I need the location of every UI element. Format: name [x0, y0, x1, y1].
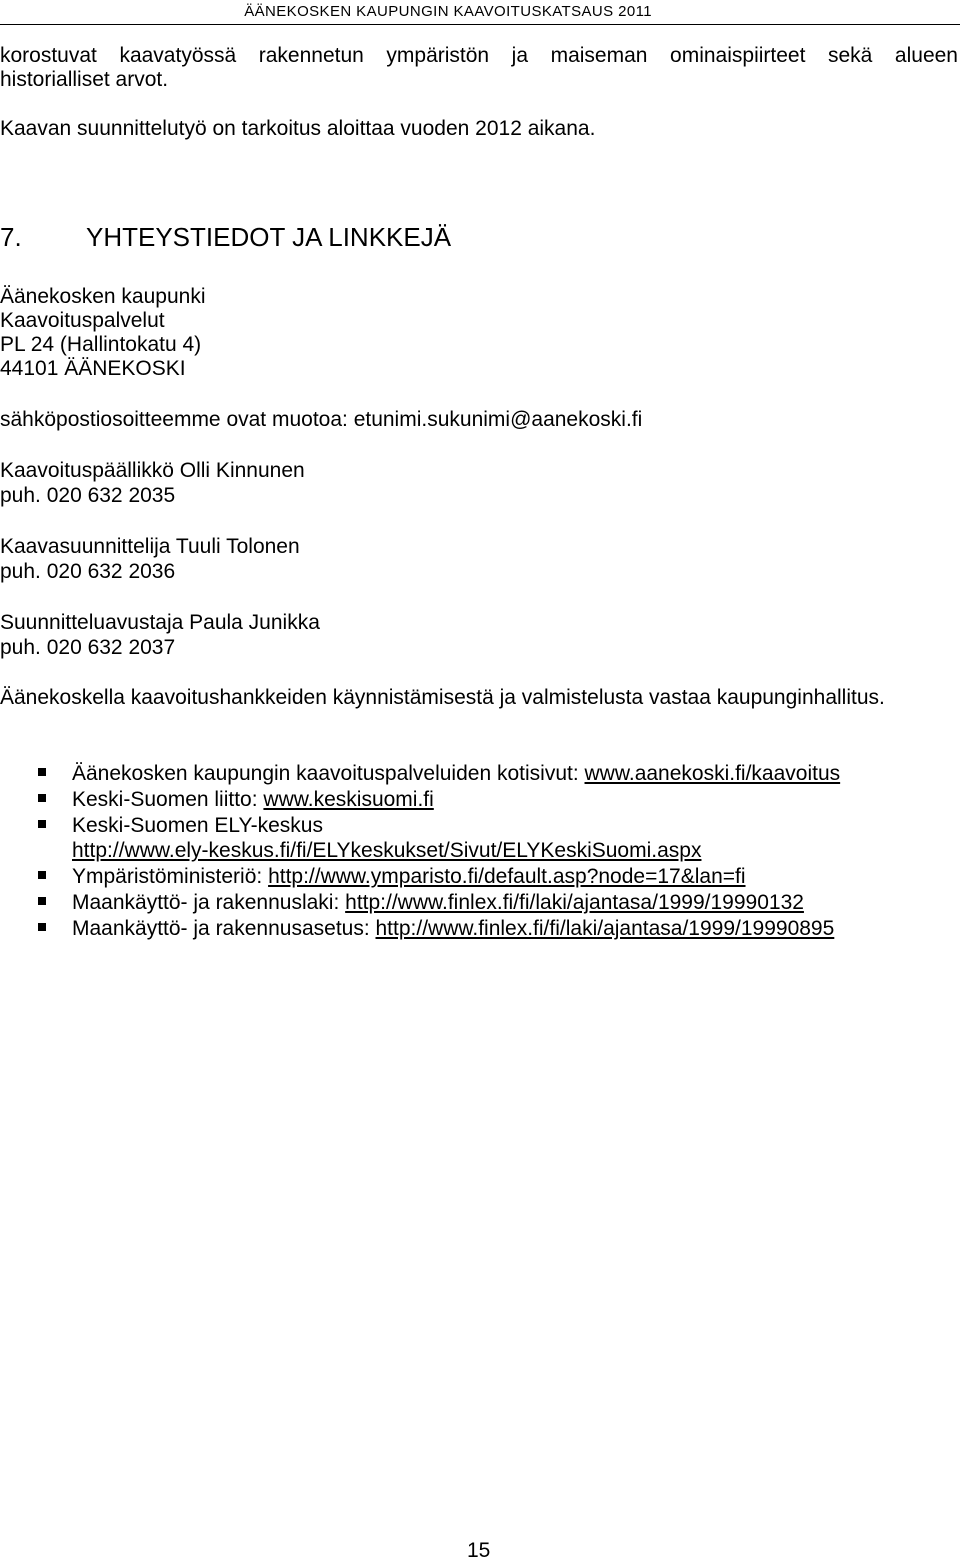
page-number: 15 — [467, 1539, 491, 1562]
section-number: 7. — [0, 222, 22, 252]
intro-line-2: historialliset arvot. — [0, 68, 169, 91]
contact-name: Kaavoituspäällikkö Olli Kinnunen — [0, 459, 305, 482]
address-postal: 44101 ÄÄNEKOSKI — [0, 357, 186, 380]
link-ymparisto[interactable]: http://www.ymparisto.fi/default.asp?node=17&lan=fi — [268, 865, 746, 889]
link-label: Maankäyttö- ja rakennusasetus: — [72, 916, 376, 940]
list-item — [0, 761, 840, 787]
list-item — [0, 864, 840, 890]
plan-start-text: Kaavan suunnittelutyö on tarkoitus aloittaa vuoden 2012 aikana. — [0, 117, 596, 140]
address-po-box: PL 24 (Hallintokatu 4) — [0, 333, 202, 356]
section-heading — [0, 222, 451, 252]
intro-line-1: korostuvat kaavatyössä rakennetun ympäristön ja maiseman ominaispiirteet sekä alueen — [0, 44, 958, 67]
list-item — [0, 813, 840, 865]
link-aanekoski-kaavoitus[interactable]: www.aanekoski.fi/kaavoitus — [584, 762, 841, 785]
list-item — [0, 890, 840, 916]
square-bullet-icon — [38, 794, 46, 802]
link-finlex-asetus[interactable]: http://www.finlex.fi/fi/laki/ajantasa/1999/19990895 — [375, 916, 835, 940]
contact-phone: puh. 020 632 2035 — [0, 484, 176, 507]
square-bullet-icon — [38, 871, 46, 879]
square-bullet-icon — [38, 897, 46, 905]
link-label: Keski-Suomen liitto: — [72, 787, 264, 811]
list-item — [0, 916, 840, 942]
address-unit: Kaavoituspalvelut — [0, 309, 165, 332]
header-rule — [0, 24, 960, 25]
responsibility-text: Äänekoskella kaavoitushankkeiden käynnistämisestä ja valmistelusta vastaa kaupunginhallitus. — [0, 686, 885, 709]
contact-name: Suunnitteluavustaja Paula Junikka — [0, 611, 320, 634]
link-label: Äänekosken kaupungin kaavoituspalveluiden kotisivut: — [72, 762, 585, 785]
contact-phone: puh. 020 632 2037 — [0, 636, 176, 659]
links-list — [0, 761, 840, 942]
section-title: YHTEYSTIEDOT JA LINKKEJÄ — [86, 222, 452, 252]
email-note: sähköpostiosoitteemme ovat muotoa: etunimi.sukunimi@aanekoski.fi — [0, 408, 643, 431]
running-header: ÄÄNEKOSKEN KAUPUNGIN KAAVOITUSKATSAUS 2011 — [244, 3, 652, 20]
link-ely-keskus[interactable]: http://www.ely-keskus.fi/fi/ELYkeskukset/Sivut/ELYKeskiSuomi.aspx — [72, 839, 702, 863]
contact-phone: puh. 020 632 2036 — [0, 560, 176, 583]
link-label: Ympäristöministeriö: — [72, 865, 269, 889]
square-bullet-icon — [38, 923, 46, 931]
link-finlex-laki[interactable]: http://www.finlex.fi/fi/laki/ajantasa/1999/19990132 — [345, 890, 804, 914]
link-label: Keski-Suomen ELY-keskus — [72, 813, 323, 837]
list-item — [0, 787, 840, 813]
square-bullet-icon — [38, 820, 46, 828]
address-org: Äänekosken kaupunki — [0, 285, 206, 308]
link-label: Maankäyttö- ja rakennuslaki: — [72, 890, 346, 914]
link-keskisuomi[interactable]: www.keskisuomi.fi — [263, 787, 434, 811]
contact-name: Kaavasuunnittelija Tuuli Tolonen — [0, 535, 300, 558]
square-bullet-icon — [38, 768, 46, 776]
